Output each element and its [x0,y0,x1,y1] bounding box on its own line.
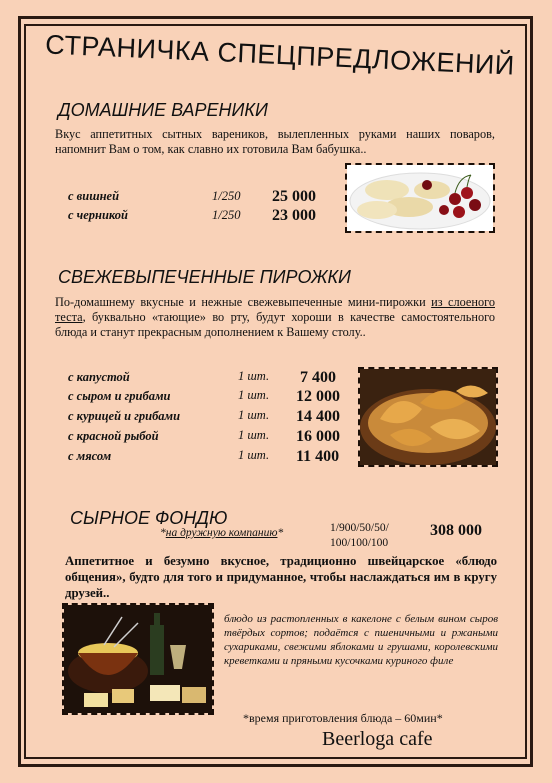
menu-item-name: с сыром и грибами [68,389,171,403]
section-description-fondue: Аппетитное и безумно вкусное, традиционно швейцарское «блюдо общения», будто для того и придуманное, чтобы наслаждаться им в кругу друзей.. [65,554,497,600]
fondue-footnote: *время приготовления блюда – 60мин* [243,711,443,725]
page-title: СТРАНИЧКА СПЕЦПРЕДЛОЖЕНИЙ [44,29,516,81]
menu-item-price: 25 000 [272,188,316,205]
menu-item-price: 23 000 [272,207,316,224]
menu-item-price: 16 000 [296,428,340,445]
fondue-set-photo [62,603,214,715]
menu-item-name: с красной рыбой [68,429,159,443]
menu-item-qty: 1/250 [212,189,241,203]
fondue-price: 308 000 [430,522,482,539]
menu-item-name: с мясом [68,449,112,463]
menu-item-price: 11 400 [296,448,340,465]
fondue-qty-line2: 100/100/100 [330,537,389,549]
fondue-note: блюдо из растопленных в какелоне с белым вином сыров твёрдых сортов; подаётся с пшеничными и ржаными сухариками, свежими яблоками и грушами, королевскими креветками и пряными кусочками куриного филе [224,613,498,667]
menu-item-price: 7 400 [300,369,336,386]
menu-item-qty: 1 шт. [238,428,270,442]
menu-item-name: с черникой [68,208,128,222]
pastries-plate-photo [358,367,498,467]
menu-item-qty: 1 шт. [238,448,270,462]
section-heading-pirozhki: СВЕЖЕВЫПЕЧЕННЫЕ ПИРОЖКИ [58,267,351,287]
menu-item-qty: 1 шт. [238,388,270,402]
fondue-subtitle: *на дружную компанию* [160,527,284,539]
dumplings-with-cherries-photo [345,163,495,233]
menu-item-price: 12 000 [296,388,340,405]
menu-item-name: с курицей и грибами [68,409,181,423]
menu-item-price: 14 400 [296,408,340,425]
section-description-pirozhki: По-домашнему вкусные и нежные свежевыпеченные мини-пирожки из слоеного теста, буквально «тающие» во рту, будут хороши в качестве самостоятельного блюда и станут прекрасным дополнением к Вашему столу.. [55,295,495,339]
section-description-vareniki: Вкус аппетитных сытных вареников, вылепленных руками наших поваров, напомнит Вам о том, как славно их готовила Вам бабушка.. [55,127,495,156]
section-heading-fondue: СЫРНОЕ ФОНДЮ [70,508,228,528]
menu-item-qty: 1/250 [212,208,241,222]
menu-item-name: с вишней [68,189,120,203]
fondue-qty-line1: 1/900/50/50/ [330,522,389,534]
menu-item-qty: 1 шт. [238,369,270,383]
section-heading-vareniki: ДОМАШНИЕ ВАРЕНИКИ [58,100,268,120]
menu-item-name: с капустой [68,370,130,384]
brand-name: Beerloga cafe [322,728,433,750]
menu-item-qty: 1 шт. [238,408,270,422]
